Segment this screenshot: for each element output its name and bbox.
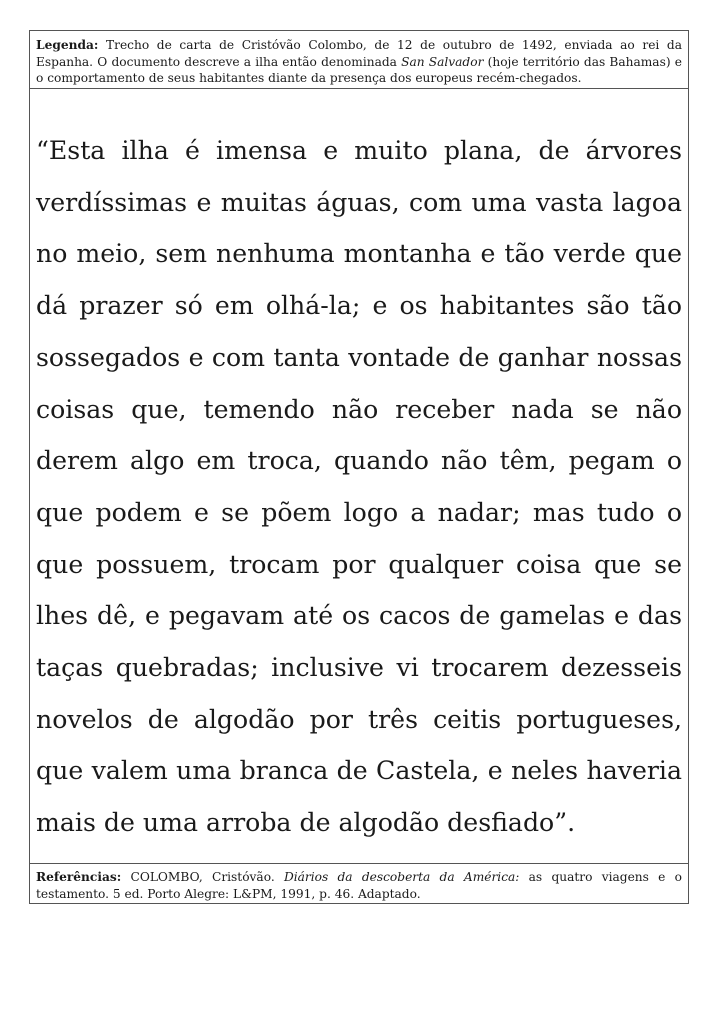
- caption-text-part1: Trecho de carta de Cristóvão Colombo, de 12 de outubro de 1492, enviada ao rei da Espanha. O documento descreve a ilha então denominada: [36, 38, 682, 69]
- references-label: Referências:: [36, 870, 122, 884]
- caption-place-name: San Salvador: [401, 54, 484, 69]
- quote-text: “Esta ilha é imensa e muito plana, de árvores verdíssimas e muitas águas, com uma vasta lagoa no meio, sem nenhuma montanha e tão verde que dá prazer só em olhá-la; e os habitantes são tão sossegados e com tanta vontade de ganhar nossas coisas que, temendo não receber nada se não derem algo em troca, quando não têm, pegam o que podem e se põem logo a nadar; mas tudo o que possuem, trocam por qualquer coisa que se lhes dê, e pegavam até os cacos de gamelas e das taças quebradas; inclusive vi trocarem dezesseis novelos de algodão por três ceitis portugueses, que valem uma branca de Castela, e neles haveria mais de uma arroba de algodão desfiado”.: [36, 136, 682, 838]
- references-box: [30, 863, 688, 903]
- caption-text-part2: (hoje território das Bahamas) e o comportamento de seus habitantes diante da presença dos europeus recém-chegados.: [36, 54, 682, 85]
- references-rest: as quatro viagens e o testamento. 5 ed. Porto Alegre: L&PM, 1991, p. 46. Adaptado.: [36, 870, 682, 901]
- references-title: Diários da descoberta da América:: [283, 870, 520, 884]
- references-author: COLOMBO, Cristóvão.: [121, 870, 284, 884]
- caption-box: [30, 31, 688, 89]
- document-frame: [29, 30, 689, 904]
- caption-label: Legenda:: [36, 38, 99, 52]
